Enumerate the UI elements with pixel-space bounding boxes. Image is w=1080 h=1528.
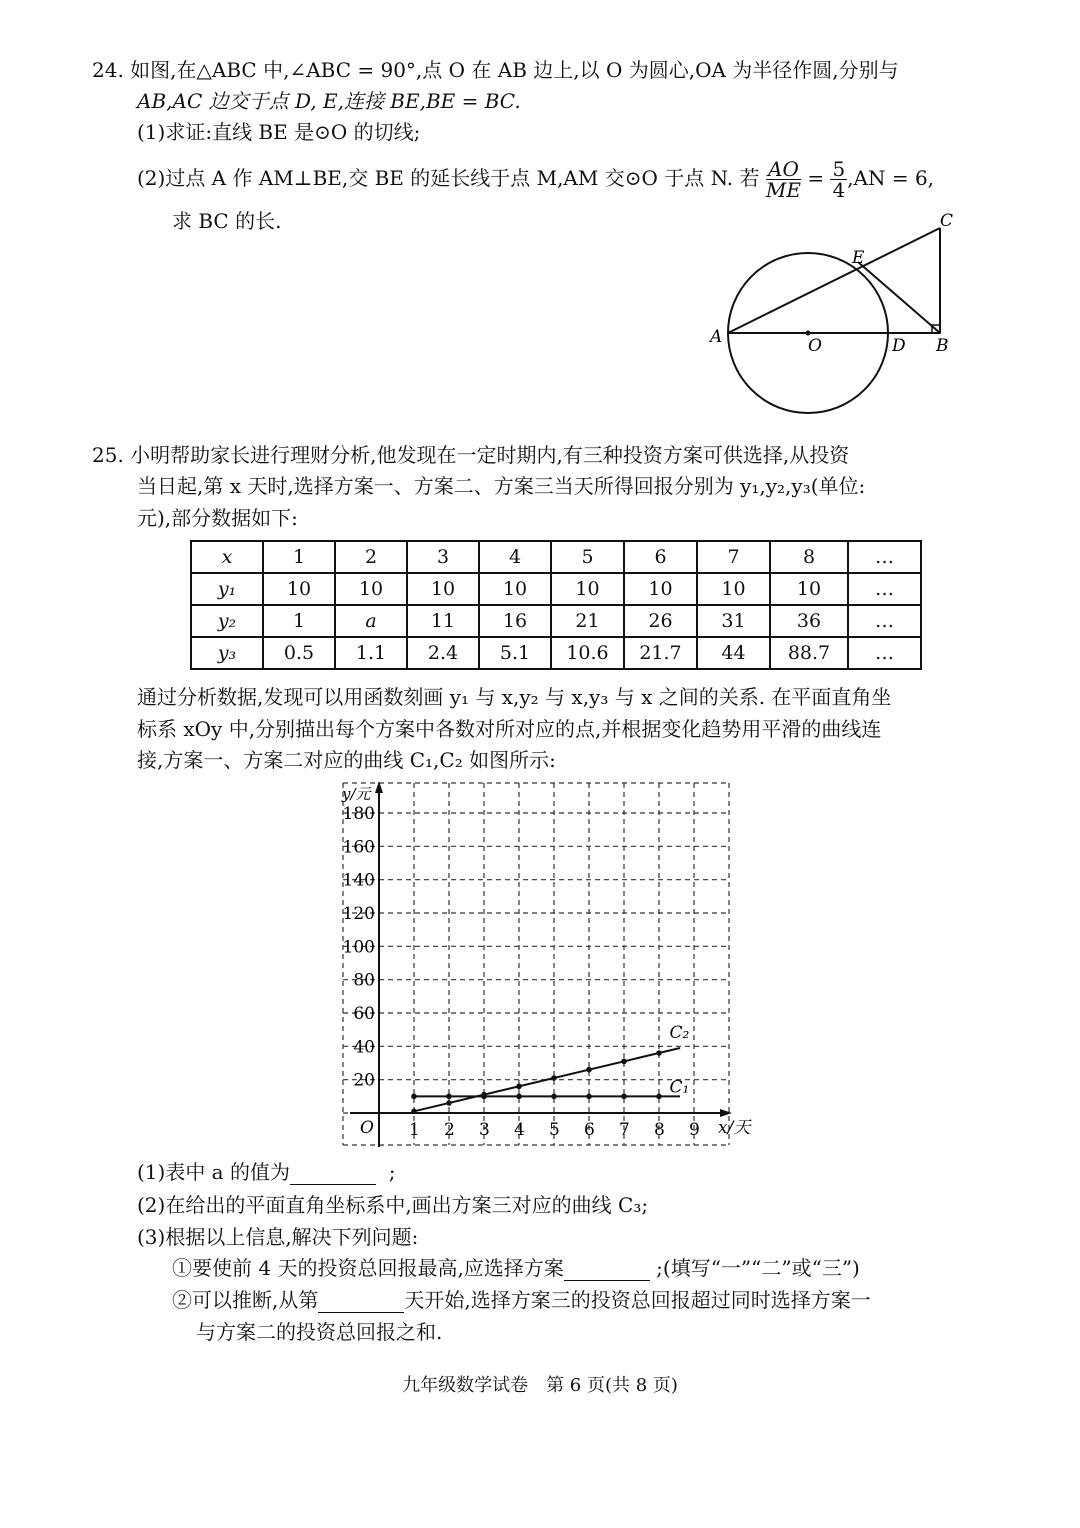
answer-blank-2[interactable] — [564, 1258, 650, 1281]
table-cell: 8 — [770, 541, 848, 573]
series-label: C₁ — [669, 1077, 690, 1098]
q3-1-text: ①要使前 4 天的投资总回报最高,应选择方案 — [172, 1256, 564, 1280]
coordinate-chart — [330, 775, 760, 1150]
data-point — [656, 1050, 662, 1056]
q24-part2-tail: ,AN = 6, — [847, 166, 935, 190]
y-tick-label: 60 — [353, 1004, 375, 1024]
q25-sub3-1 — [172, 1255, 860, 1281]
table-cell: 16 — [479, 605, 551, 637]
data-point — [516, 1094, 522, 1100]
data-point — [621, 1059, 627, 1065]
table-cell: … — [848, 541, 921, 573]
table-cell: 5.1 — [479, 637, 551, 669]
q24-line1: 24. 如图,在△ABC 中,∠ABC = 90°,点 O 在 AB 边上,以 O 为圆心,OA 为半径作圆,分别与 — [92, 58, 899, 82]
label-d: D — [892, 336, 906, 356]
table-cell: 31 — [697, 605, 770, 637]
data-point — [481, 1092, 487, 1098]
q3-2-tail: 天开始,选择方案三的投资总回报超过同时选择方案一 — [404, 1288, 871, 1312]
row-header-cell: y₂ — [191, 605, 263, 637]
table-cell: 10 — [770, 573, 848, 605]
frac-den: 4 — [832, 178, 846, 202]
q25-para1: 通过分析数据,发现可以用函数刻画 y₁ 与 x,y₂ 与 x,y₃ 与 x 之间的关系. 在平面直角坐 — [137, 685, 892, 709]
row-header-cell: y₃ — [191, 637, 263, 669]
table-cell: 4 — [479, 541, 551, 573]
q25-sub3: (3)根据以上信息,解决下列问题: — [137, 1225, 419, 1249]
x-tick-label: 6 — [584, 1120, 595, 1140]
data-point — [411, 1109, 417, 1115]
y-axis-label: y/元 — [342, 785, 371, 803]
q1-tail: ; — [388, 1160, 396, 1184]
y-tick-label: 140 — [342, 870, 375, 891]
table-cell: 5 — [551, 541, 624, 573]
label-b: B — [936, 336, 949, 356]
q24-part2 — [137, 155, 934, 201]
table-cell: 44 — [697, 637, 770, 669]
data-table — [190, 540, 922, 670]
frac-den: ME — [765, 178, 801, 202]
label-a: A — [710, 327, 723, 347]
origin-label: O — [360, 1118, 374, 1138]
table-cell: 0.5 — [263, 637, 335, 669]
q25-para2: 标系 xOy 中,分别描出每个方案中各数对所对应的点,并根据变化趋势用平滑的曲线连 — [137, 717, 882, 741]
table-cell: 10 — [479, 573, 551, 605]
frac-num: 5 — [832, 157, 846, 181]
table-cell: 10.6 — [551, 637, 624, 669]
x-tick-label: 1 — [409, 1120, 420, 1140]
q24-part1: (1)求证:直线 BE 是⊙O 的切线; — [137, 120, 421, 144]
data-point — [586, 1094, 592, 1100]
data-point — [551, 1094, 557, 1100]
data-point — [621, 1094, 627, 1100]
segment-ac — [728, 228, 940, 333]
point-o — [806, 331, 811, 336]
table-row — [191, 573, 921, 605]
q24-geometry-figure — [700, 205, 970, 420]
label-e: E — [852, 248, 865, 268]
table-cell: 10 — [624, 573, 697, 605]
q25-line3: 元),部分数据如下: — [137, 506, 298, 530]
row-header-cell: x — [191, 541, 263, 573]
x-tick-label: 8 — [654, 1120, 665, 1140]
x-tick-label: 3 — [479, 1120, 490, 1140]
y-tick-label: 20 — [353, 1070, 375, 1091]
x-axis-label: x/天 — [718, 1118, 751, 1138]
data-point — [411, 1094, 417, 1100]
q3-1-tail: ;(填写“一”“二”或“三”) — [656, 1256, 860, 1280]
y-tick-label: 80 — [353, 970, 375, 991]
table-row — [191, 541, 921, 573]
q3-2-text: ②可以推断,从第 — [172, 1288, 319, 1312]
table-cell: 26 — [624, 605, 697, 637]
label-o: O — [808, 336, 822, 356]
label-c: C — [940, 211, 954, 231]
x-tick-label: 7 — [619, 1120, 630, 1140]
q25-sub3-2 — [172, 1287, 871, 1313]
equals: = — [807, 166, 825, 190]
table-cell: 21 — [551, 605, 624, 637]
table-cell: 1 — [263, 541, 335, 573]
data-point — [446, 1094, 452, 1100]
table-cell: 11 — [407, 605, 479, 637]
table-cell: … — [848, 573, 921, 605]
table-cell: 10 — [407, 573, 479, 605]
table-row — [191, 637, 921, 669]
q24-line2: AB,AC 边交于点 D, E,连接 BE,BE = BC. — [137, 89, 521, 113]
data-point — [516, 1084, 522, 1090]
q25-line2: 当日起,第 x 天时,选择方案一、方案二、方案三当天所得回报分别为 y₁,y₂,y₃(单位: — [137, 474, 866, 498]
table-cell: 7 — [697, 541, 770, 573]
q25-sub1 — [137, 1159, 395, 1185]
q25-sub2: (2)在给出的平面直角坐标系中,画出方案三对应的曲线 C₃; — [137, 1193, 649, 1217]
series-label: C₂ — [669, 1023, 690, 1043]
table-cell: … — [848, 637, 921, 669]
table-cell: … — [848, 605, 921, 637]
table-cell: 10 — [263, 573, 335, 605]
table-cell: 3 — [407, 541, 479, 573]
data-point — [551, 1075, 557, 1081]
x-tick-label: 4 — [514, 1120, 525, 1140]
x-tick-label: 5 — [549, 1120, 560, 1140]
table-cell: 2.4 — [407, 637, 479, 669]
x-tick-label: 2 — [444, 1120, 455, 1140]
fraction-ao-me — [766, 159, 801, 200]
q24-part2-text: (2)过点 A 作 AM⊥BE,交 BE 的延长线于点 M,AM 交⊙O 于点 N. 若 — [137, 166, 760, 190]
q25-line1: 25. 小明帮助家长进行理财分析,他发现在一定时期内,有三种投资方案可供选择,从投资 — [92, 443, 850, 467]
table-cell: 10 — [335, 573, 407, 605]
y-tick-label: 160 — [342, 837, 375, 858]
answer-blank-3[interactable] — [318, 1290, 404, 1313]
y-tick-label: 180 — [342, 804, 375, 824]
segment-be — [858, 262, 940, 333]
q1-text: (1)表中 a 的值为 — [137, 1160, 290, 1184]
table-cell: 36 — [770, 605, 848, 637]
table-cell: 21.7 — [624, 637, 697, 669]
data-point — [446, 1100, 452, 1106]
table-row — [191, 605, 921, 637]
table-cell: a — [335, 605, 407, 637]
table-cell: 10 — [697, 573, 770, 605]
table-cell: 1 — [263, 605, 335, 637]
row-header-cell: y₁ — [191, 573, 263, 605]
y-tick-label: 40 — [353, 1037, 375, 1058]
q25-sub3-2-cont: 与方案二的投资总回报之和. — [196, 1320, 443, 1344]
table-cell: 6 — [624, 541, 697, 573]
x-axis-arrow — [720, 1109, 732, 1117]
data-point — [656, 1094, 662, 1100]
q25-para3: 接,方案一、方案二对应的曲线 C₁,C₂ 如图所示: — [137, 748, 556, 772]
page-footer: 九年级数学试卷 第 6 页(共 8 页) — [402, 1375, 678, 1396]
table-cell: 88.7 — [770, 637, 848, 669]
q24-part2-question: 求 BC 的长. — [172, 209, 282, 233]
table-cell: 10 — [551, 573, 624, 605]
frac-num: AO — [766, 159, 801, 180]
table-cell: 2 — [335, 541, 407, 573]
answer-blank-1[interactable] — [290, 1162, 376, 1185]
table-cell: 1.1 — [335, 637, 407, 669]
y-tick-label: 100 — [342, 937, 375, 958]
fraction-5-4 — [830, 159, 847, 200]
x-tick-label: 9 — [689, 1120, 700, 1140]
data-point — [586, 1067, 592, 1073]
y-tick-label: 120 — [342, 904, 375, 924]
